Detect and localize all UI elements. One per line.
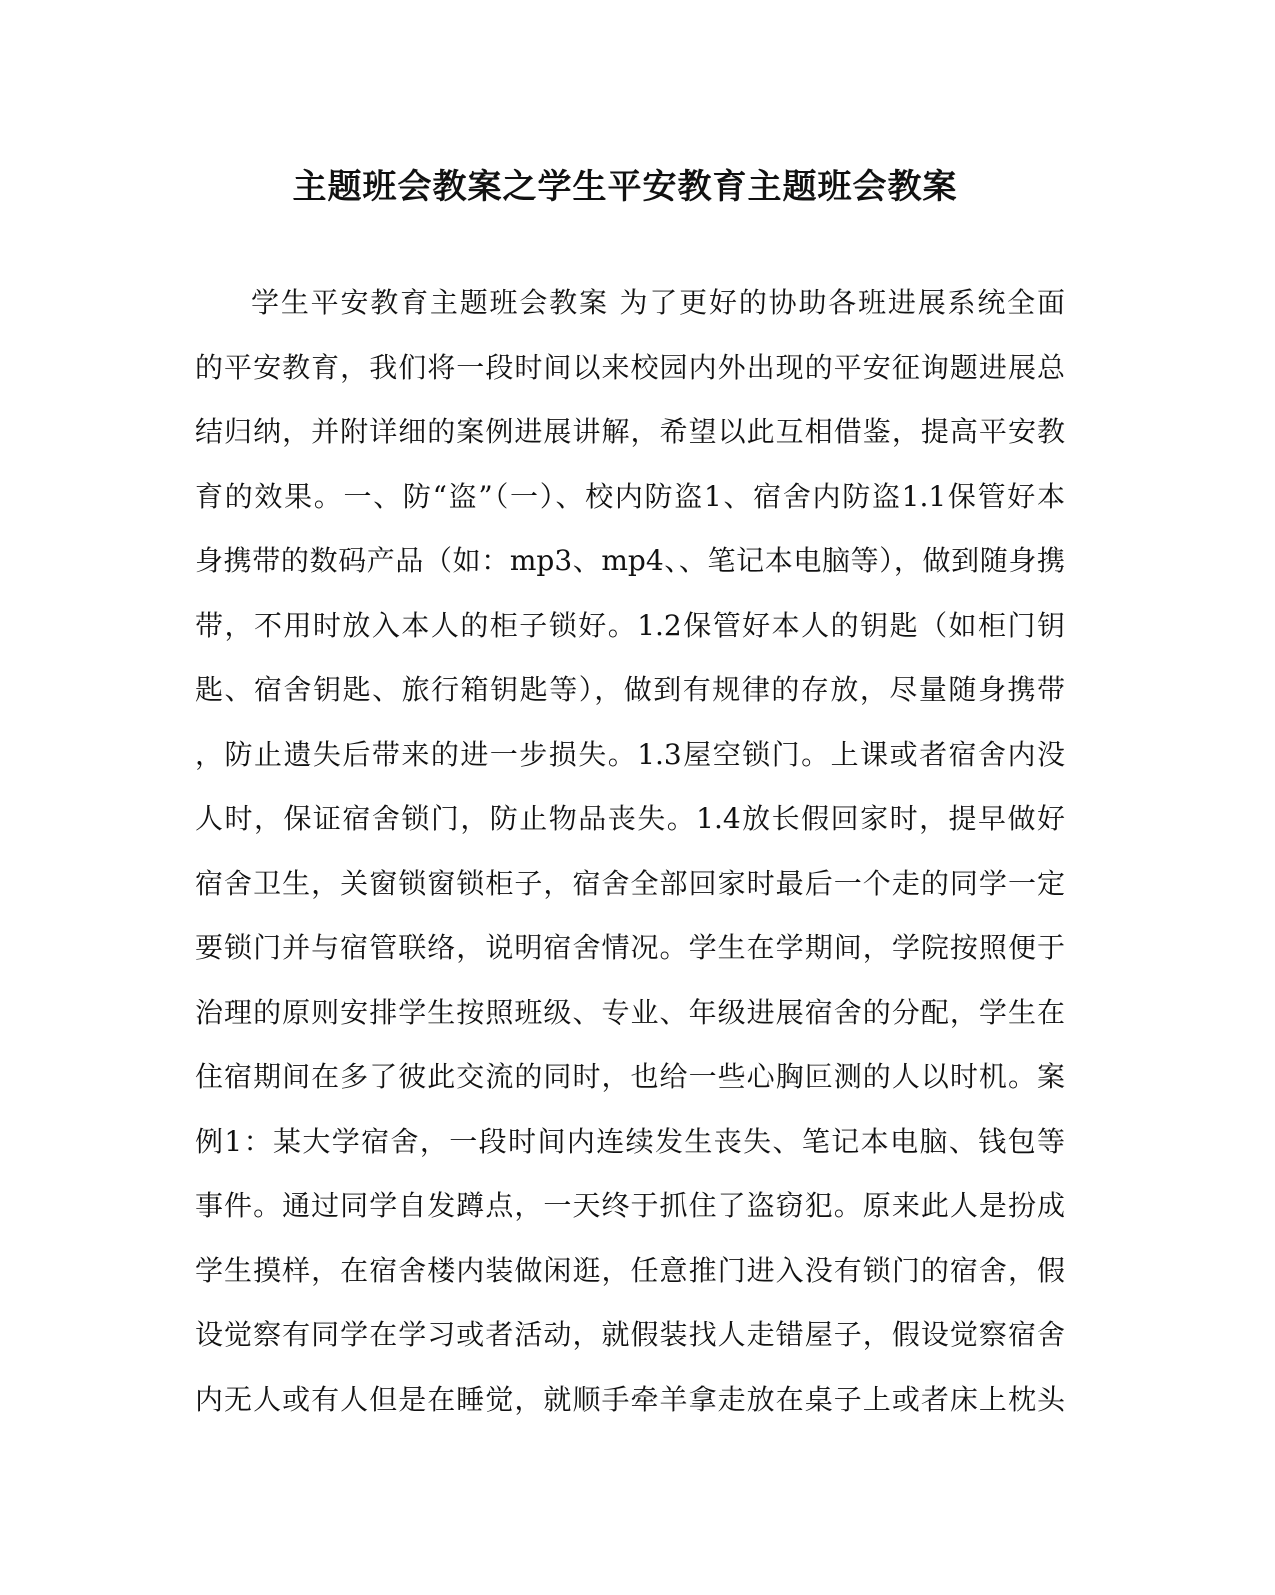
body-line: 事件。通过同学自发蹲点，一天终于抓住了盗窃犯。原来此人是扮成 bbox=[195, 1189, 1065, 1222]
document-body bbox=[195, 280, 1065, 1441]
body-line: 带，不用时放入本人的柜子锁好。1.2保管好本人的钥匙（如柜门钥 bbox=[195, 608, 1065, 642]
body-line: 要锁门并与宿管联络，说明宿舍情况。学生在学期间，学院按照便于 bbox=[195, 931, 1065, 964]
body-line: 治理的原则安排学生按照班级、专业、年级进展宿舍的分配，学生在 bbox=[195, 995, 1065, 1029]
body-line: 例1：某大学宿舍，一段时间内连续发生丧失、笔记本电脑、钱包等 bbox=[195, 1124, 1065, 1158]
body-line: 住宿期间在多了彼此交流的同时，也给一些心胸叵测的人以时机。案 bbox=[195, 1060, 1065, 1093]
body-line: 设觉察有同学在学习或者活动，就假装找人走错屋子，假设觉察宿舍 bbox=[195, 1318, 1065, 1351]
body-line: 身携带的数码产品（如：mp3、mp4、、笔记本电脑等），做到随身携 bbox=[195, 544, 1065, 577]
body-line: 结归纳，并附详细的案例进展讲解，希望以此互相借鉴，提高平安教 bbox=[195, 415, 1065, 448]
body-line: ，防止遗失后带来的进一步损失。1.3屋空锁门。上课或者宿舍内没 bbox=[195, 737, 1065, 771]
body-line: 宿舍卫生，关窗锁窗锁柜子，宿舍全部回家时最后一个走的同学一定 bbox=[195, 866, 1065, 900]
body-line: 学生摸样，在宿舍楼内装做闲逛，任意推门进入没有锁门的宿舍，假 bbox=[195, 1253, 1065, 1287]
body-line: 人时，保证宿舍锁门，防止物品丧失。1.4放长假回家时，提早做好 bbox=[195, 802, 1065, 835]
body-line: 育的效果。一、防“盗”（一）、校内防盗1、宿舍内防盗1.1保管好本 bbox=[195, 479, 1065, 513]
body-line: 匙、宿舍钥匙、旅行箱钥匙等），做到有规律的存放，尽量随身携带 bbox=[195, 673, 1065, 706]
document-title: 主题班会教案之学生平安教育主题班会教案 bbox=[292, 167, 958, 207]
body-line: 内无人或有人但是在睡觉，就顺手牵羊拿走放在桌子上或者床上枕头 bbox=[195, 1382, 1065, 1416]
body-line: 学生平安教育主题班会教案 为了更好的协助各班进展系统全面 bbox=[251, 286, 1065, 319]
body-line: 的平安教育，我们将一段时间以来校园内外出现的平安征询题进展总 bbox=[195, 350, 1065, 384]
